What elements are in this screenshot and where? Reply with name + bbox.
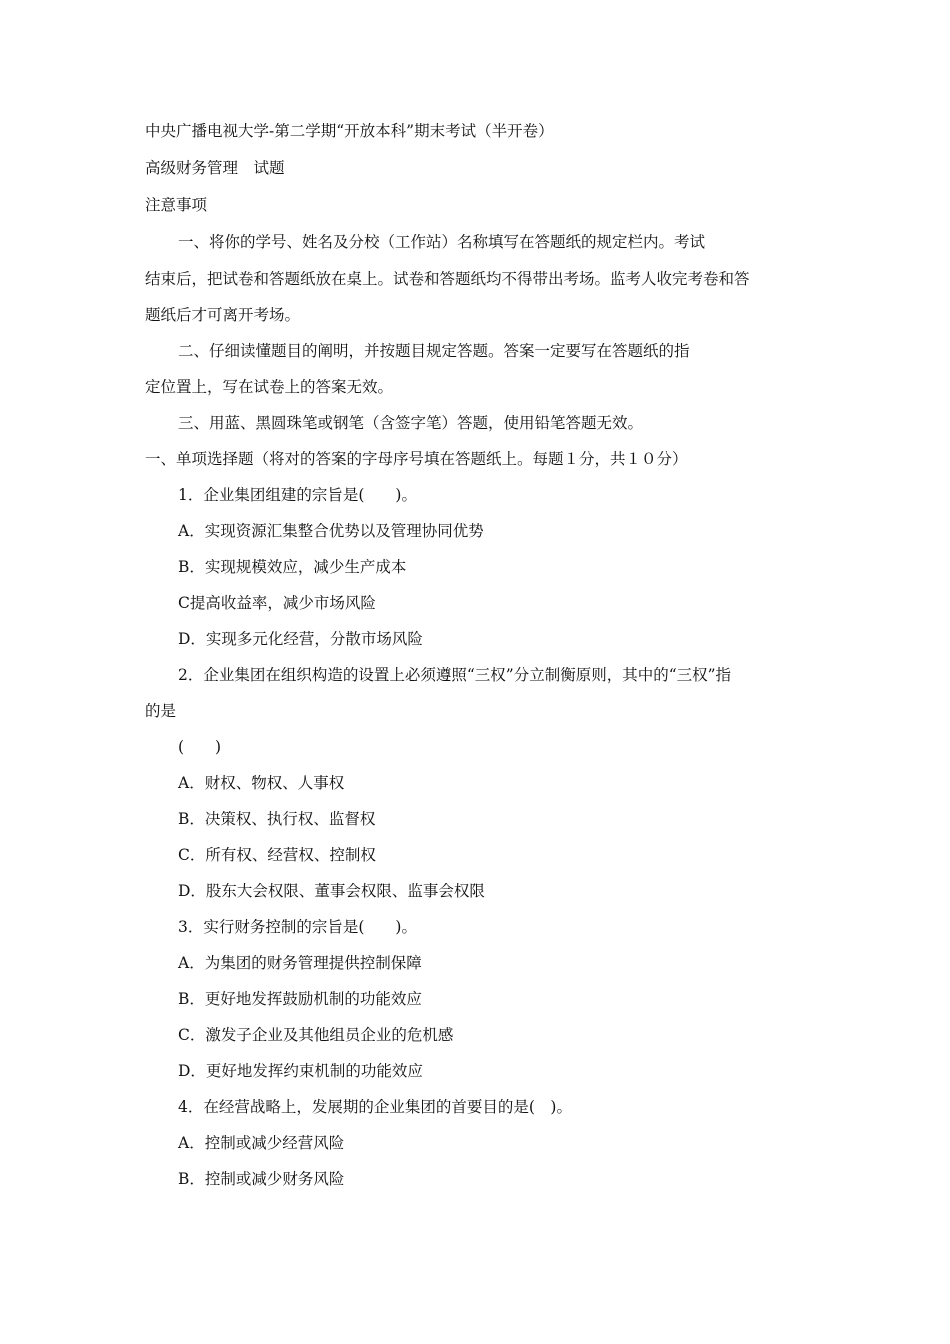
question-4-option-b: B．控制或减少财务风险 — [178, 1170, 345, 1188]
question-1-option-c: C提高收益率，减少市场风险 — [178, 594, 376, 612]
question-2-stem-line-2: 的是 — [145, 702, 177, 720]
question-4-stem: 4．在经营战略上，发展期的企业集团的首要目的是( )。 — [178, 1098, 572, 1116]
question-1-stem: 1．企业集团组建的宗旨是( )。 — [178, 486, 417, 504]
question-1-option-b: B．实现规模效应，减少生产成本 — [178, 558, 407, 576]
question-4-option-a: A．控制或减少经营风险 — [178, 1134, 345, 1152]
question-2-blank: ( ) — [178, 738, 222, 756]
question-3-option-a: A．为集团的财务管理提供控制保障 — [178, 954, 422, 972]
notes-heading: 注意事项 — [145, 196, 208, 214]
note-1-line-1: 一、将你的学号、姓名及分校（工作站）名称填写在答题纸的规定栏内。考试 — [178, 233, 706, 251]
note-1-line-2: 结束后，把试卷和答题纸放在桌上。试卷和答题纸均不得带出考场。监考人收完考卷和答 — [145, 270, 750, 288]
note-1-line-3: 题纸后才可离开考场。 — [145, 306, 301, 324]
exam-title: 中央广播电视大学-第二学期“开放本科”期末考试（半开卷） — [145, 122, 554, 140]
question-1-option-a: A．实现资源汇集整合优势以及管理协同优势 — [178, 522, 484, 540]
question-3-option-b: B．更好地发挥鼓励机制的功能效应 — [178, 990, 422, 1008]
question-2-option-d: D．股东大会权限、董事会权限、监事会权限 — [178, 882, 485, 900]
section-1-heading: 一、单项选择题（将对的答案的字母序号填在答题纸上。每题１分，共１０分） — [145, 450, 688, 468]
question-2-stem-line-1: 2．企业集团在组织构造的设置上必须遵照“三权”分立制衡原则，其中的“三权”指 — [178, 666, 732, 684]
note-3: 三、用蓝、黑圆珠笔或钢笔（含签字笔）答题，使用铅笔答题无效。 — [178, 414, 644, 432]
question-3-option-c: C．激发子企业及其他组员企业的危机感 — [178, 1026, 454, 1044]
question-3-option-d: D．更好地发挥约束机制的功能效应 — [178, 1062, 423, 1080]
question-1-option-d: D．实现多元化经营，分散市场风险 — [178, 630, 423, 648]
note-2-line-2: 定位置上，写在试卷上的答案无效。 — [145, 378, 394, 396]
question-3-stem: 3．实行财务控制的宗旨是( )。 — [178, 918, 417, 936]
exam-subtitle: 高级财务管理 试题 — [145, 159, 285, 177]
question-2-option-a: A．财权、物权、人事权 — [178, 774, 345, 792]
question-2-option-b: B．决策权、执行权、监督权 — [178, 810, 376, 828]
note-2-line-1: 二、仔细读懂题目的阐明，并按题目规定答题。答案一定要写在答题纸的指 — [178, 342, 690, 360]
question-2-option-c: C．所有权、经营权、控制权 — [178, 846, 376, 864]
